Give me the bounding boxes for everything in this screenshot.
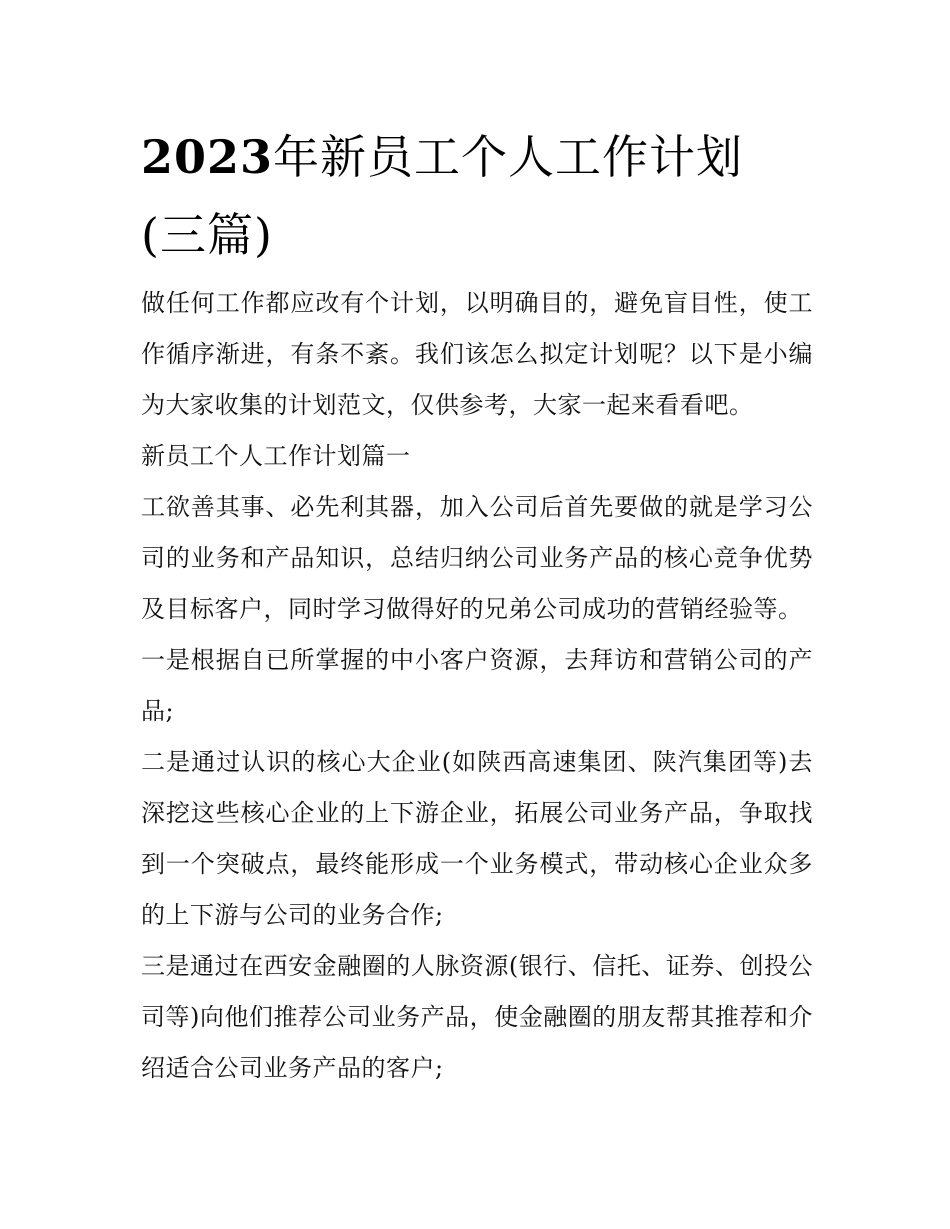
title-line-2: (三篇) bbox=[141, 208, 273, 262]
body-paragraph-3: 二是通过认识的核心大企业(如陕西高速集团、陕汽集团等)去深挖这些核心企业的上下游企业，拓展公司业务产品，争取找到一个突破点，最终能形成一个业务模式，带动核心企业众多的上下游与公司的业务合作; bbox=[141, 748, 813, 929]
title-text: 年新员工个人工作计划 bbox=[273, 130, 744, 184]
body-paragraph-1: 工欲善其事、必先利其器，加入公司后首先要做的就是学习公司的业务和产品知识，总结归纳公司业务产品的核心竞争优势及目标客户，同时学习做得好的兄弟公司成功的营销经验等。 bbox=[141, 493, 813, 623]
body-paragraph-4: 三是通过在西安金融圈的人脉资源(银行、信托、证券、创投公司等)向他们推荐公司业务产品，使金融圈的朋友帮其推荐和介绍适合公司业务产品的客户; bbox=[141, 952, 813, 1082]
body-paragraph-2: 一是根据自已所掌握的中小客户资源，去拜访和营销公司的产品; bbox=[141, 646, 813, 725]
intro-paragraph: 做任何工作都应改有个计划，以明确目的，避免盲目性，使工作循序渐进，有条不紊。我们该怎么拟定计划呢？以下是小编为大家收集的计划范文，仅供参考，大家一起来看看吧。 bbox=[141, 289, 813, 419]
document-body bbox=[141, 278, 813, 1094]
document-title bbox=[141, 118, 813, 274]
document-content bbox=[141, 118, 813, 1094]
title-year: 2023 bbox=[141, 130, 274, 184]
section-heading: 新员工个人工作计划篇一 bbox=[141, 442, 411, 470]
title-line-1 bbox=[141, 118, 813, 196]
